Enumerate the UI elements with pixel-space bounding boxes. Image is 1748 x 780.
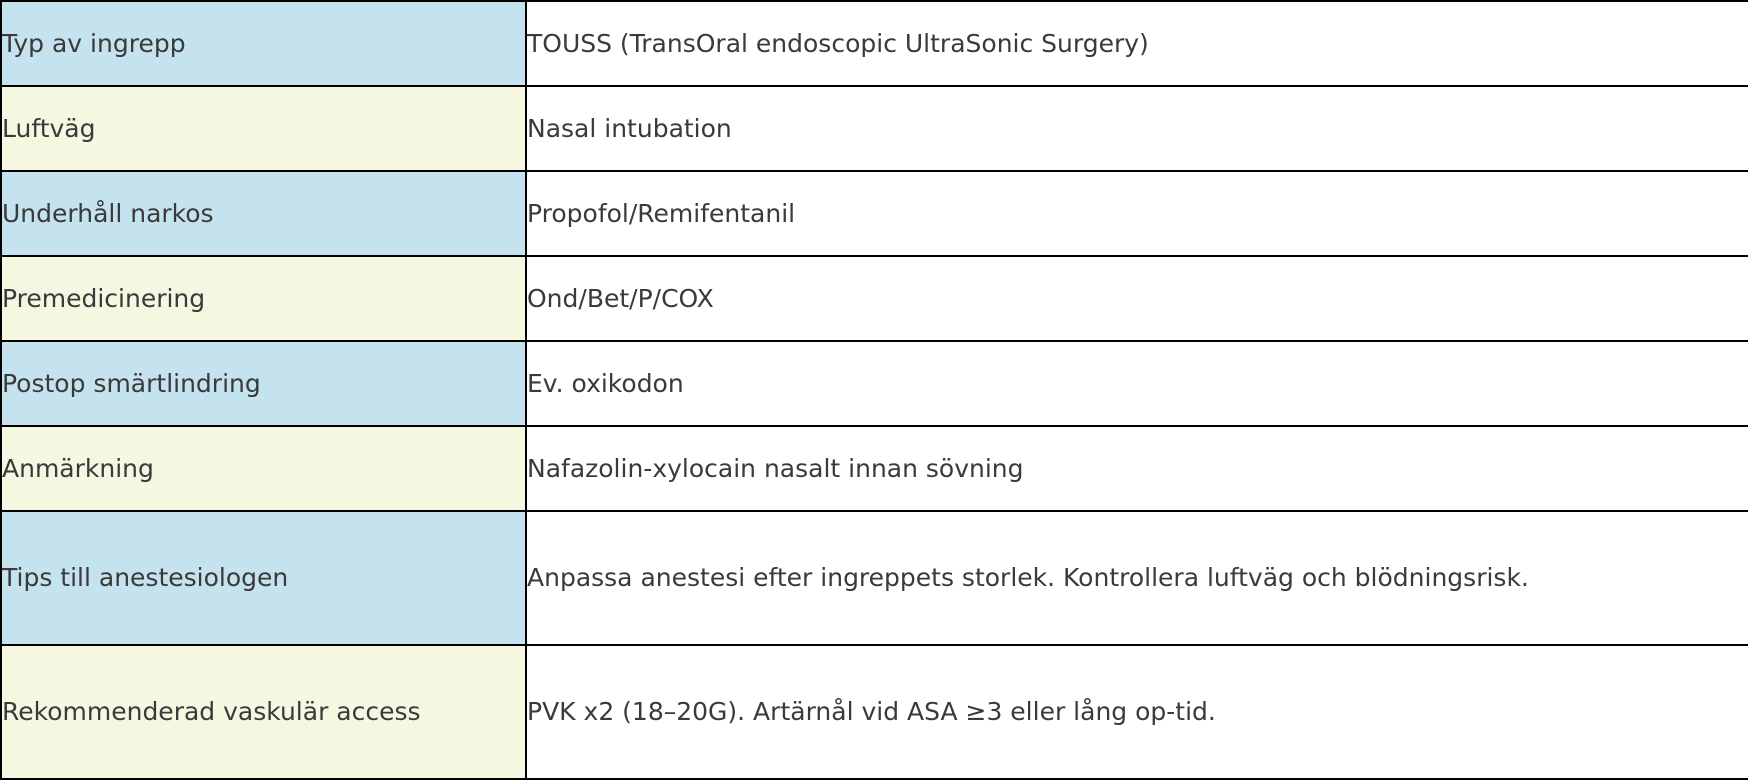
label-anesthesiologist-tips: Tips till anestesiologen	[1, 511, 526, 645]
value-anesthesiologist-tips: Anpassa anestesi efter ingreppets storlek. Kontrollera luftväg och blödningsrisk.	[526, 511, 1748, 645]
label-vascular-access: Rekommenderad vaskulär access	[1, 645, 526, 779]
table-row-anesthesia-maintenance	[1, 171, 1748, 256]
label-procedure-type: Typ av ingrepp	[1, 1, 526, 86]
value-remark: Nafazolin-xylocain nasalt innan sövning	[526, 426, 1748, 511]
label-remark: Anmärkning	[1, 426, 526, 511]
table-row-anesthesiologist-tips	[1, 511, 1748, 645]
label-anesthesia-maintenance: Underhåll narkos	[1, 171, 526, 256]
value-anesthesia-maintenance: Propofol/Remifentanil	[526, 171, 1748, 256]
value-vascular-access: PVK x2 (18–20G). Artärnål vid ASA ≥3 eller lång op-tid.	[526, 645, 1748, 779]
label-postop-pain-relief: Postop smärtlindring	[1, 341, 526, 426]
table-row-procedure-type	[1, 1, 1748, 86]
table-row-premedication	[1, 256, 1748, 341]
label-airway: Luftväg	[1, 86, 526, 171]
table-row-remark	[1, 426, 1748, 511]
table-row-airway	[1, 86, 1748, 171]
label-premedication: Premedicinering	[1, 256, 526, 341]
value-premedication: Ond/Bet/P/COX	[526, 256, 1748, 341]
value-postop-pain-relief: Ev. oxikodon	[526, 341, 1748, 426]
table-row-postop-pain-relief	[1, 341, 1748, 426]
value-procedure-type: TOUSS (TransOral endoscopic UltraSonic Surgery)	[526, 1, 1748, 86]
table-row-vascular-access	[1, 645, 1748, 779]
value-airway: Nasal intubation	[526, 86, 1748, 171]
